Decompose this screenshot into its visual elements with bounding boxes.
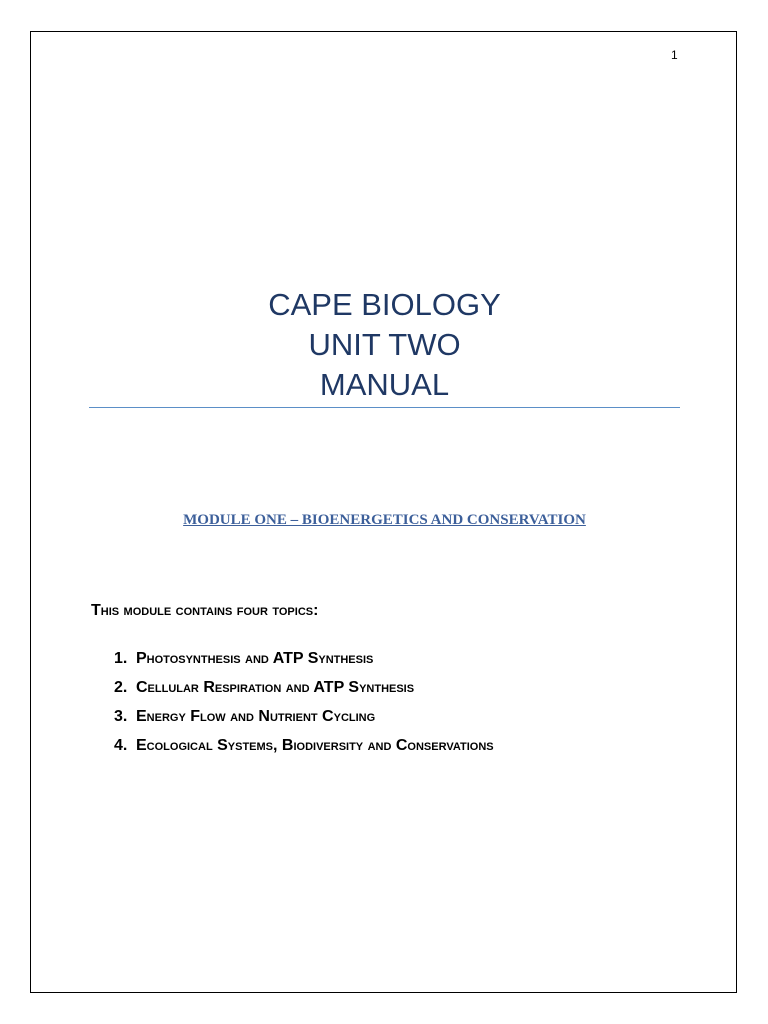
topic-item: [114, 702, 494, 731]
document-page: [30, 31, 737, 993]
topic-item: [114, 731, 494, 760]
topic-number: 4.: [114, 736, 128, 754]
topic-item: [114, 673, 494, 702]
title-line-1: CAPE BIOLOGY: [268, 287, 501, 322]
module-intro: This module contains four topics:: [91, 602, 319, 619]
topic-label: Photosynthesis and ATP Synthesis: [136, 649, 374, 667]
title-line-3: MANUAL: [319, 367, 450, 402]
topic-label: Energy Flow and Nutrient Cycling: [136, 707, 376, 725]
topic-label: Ecological Systems, Biodiversity and Conservations: [136, 736, 494, 754]
topic-list: [114, 644, 494, 760]
page-number: 1: [671, 48, 678, 62]
title-divider: [89, 407, 680, 408]
topic-item: [114, 644, 494, 673]
module-heading: MODULE ONE – BIOENERGETICS AND CONSERVATION: [183, 512, 586, 528]
title-line-2: UNIT TWO: [308, 327, 461, 362]
topic-number: 2.: [114, 678, 128, 696]
topic-label: Cellular Respiration and ATP Synthesis: [136, 678, 415, 696]
topic-number: 1.: [114, 649, 128, 667]
document-title: [31, 285, 738, 405]
topic-number: 3.: [114, 707, 128, 725]
